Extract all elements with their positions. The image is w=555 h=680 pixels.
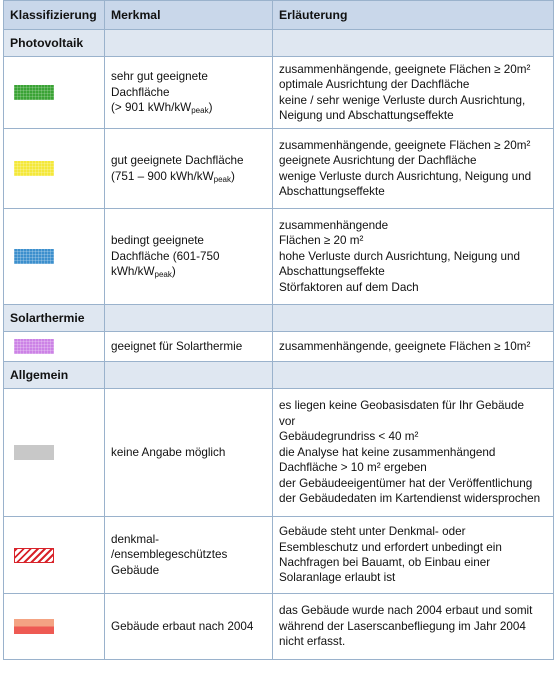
section-title: Allgemein xyxy=(4,362,105,389)
erlaeuterung-cell: Gebäude steht unter Denkmal- oder Esembleschutz und erfordert unbedingt ein Nachfragen bei Bauamt, ob Einbau einer Solaranlage erlaubt ist xyxy=(273,517,554,594)
section-title: Photovoltaik xyxy=(4,30,105,57)
table-row xyxy=(4,129,554,209)
legend-table xyxy=(3,0,554,660)
section-allgemein xyxy=(4,362,554,389)
merkmal-cell: bedingt geeignete Dachfläche (601-750 kWh/$kW_{peak}$) xyxy=(105,209,273,305)
erlaeuterung-cell: zusammenhängende, geeignete Flächen ≥ 20m² geeignete Ausrichtung der Dachfläche wenige Verluste durch Ausrichtung, Neigung und Abschattungseffekte xyxy=(273,129,554,209)
table-row xyxy=(4,209,554,305)
merkmal-cell: keine Angabe möglich xyxy=(105,389,273,517)
erlaeuterung-cell: zusammenhängende Flächen ≥ 20 m² hohe Verluste durch Ausrichtung, Neigung und Abschattungseffekte Störfaktoren auf dem Dach xyxy=(273,209,554,305)
header-merkmal: Merkmal xyxy=(105,1,273,30)
violet-dotted-swatch xyxy=(14,339,54,354)
section-solarthermie xyxy=(4,305,554,332)
table-row xyxy=(4,517,554,594)
merkmal-cell: gut geeignete Dachfläche (751 – 900 kWh/$kW_{peak}$) xyxy=(105,129,273,209)
header-erlaeuterung: Erläuterung xyxy=(273,1,554,30)
erlaeuterung-cell: zusammenhängende, geeignete Flächen ≥ 20m² optimale Ausrichtung der Dachfläche keine / sehr wenige Verluste durch Ausrichtung, Neigung und Abschattungseffekte xyxy=(273,57,554,129)
yellow-dotted-swatch xyxy=(14,161,54,176)
green-dotted-swatch xyxy=(14,85,54,100)
blue-dotted-swatch xyxy=(14,249,54,264)
table-row xyxy=(4,332,554,362)
merkmal-cell: sehr gut geeignete Dachfläche (> 901 kWh/$kW_{peak}$) xyxy=(105,57,273,129)
table-row xyxy=(4,57,554,129)
header-klassifizierung: Klassifizierung xyxy=(4,1,105,30)
section-photovoltaik xyxy=(4,30,554,57)
table-row xyxy=(4,594,554,660)
orange-red-swatch xyxy=(14,619,54,634)
section-title: Solarthermie xyxy=(4,305,105,332)
gray-swatch xyxy=(14,445,54,460)
merkmal-cell: geeignet für Solarthermie xyxy=(105,332,273,362)
merkmal-cell: denkmal- /ensemblegeschütztes Gebäude xyxy=(105,517,273,594)
table-row xyxy=(4,389,554,517)
erlaeuterung-cell: zusammenhängende, geeignete Flächen ≥ 10m² xyxy=(273,332,554,362)
merkmal-cell: Gebäude erbaut nach 2004 xyxy=(105,594,273,660)
header-row xyxy=(4,1,554,30)
erlaeuterung-cell: es liegen keine Geobasisdaten für Ihr Gebäude vor Gebäudegrundriss < 40 m² die Analyse hat keine zusammenhängend Dachfläche > 10 m² ergeben der Gebäudeeigentümer hat der Veröffentlichung der Gebäudedaten im Kartendienst widersprochen xyxy=(273,389,554,517)
erlaeuterung-cell: das Gebäude wurde nach 2004 erbaut und somit während der Laserscanbefliegung im Jahr 2004 nicht erfasst. xyxy=(273,594,554,660)
red-hatched-swatch xyxy=(14,548,54,563)
